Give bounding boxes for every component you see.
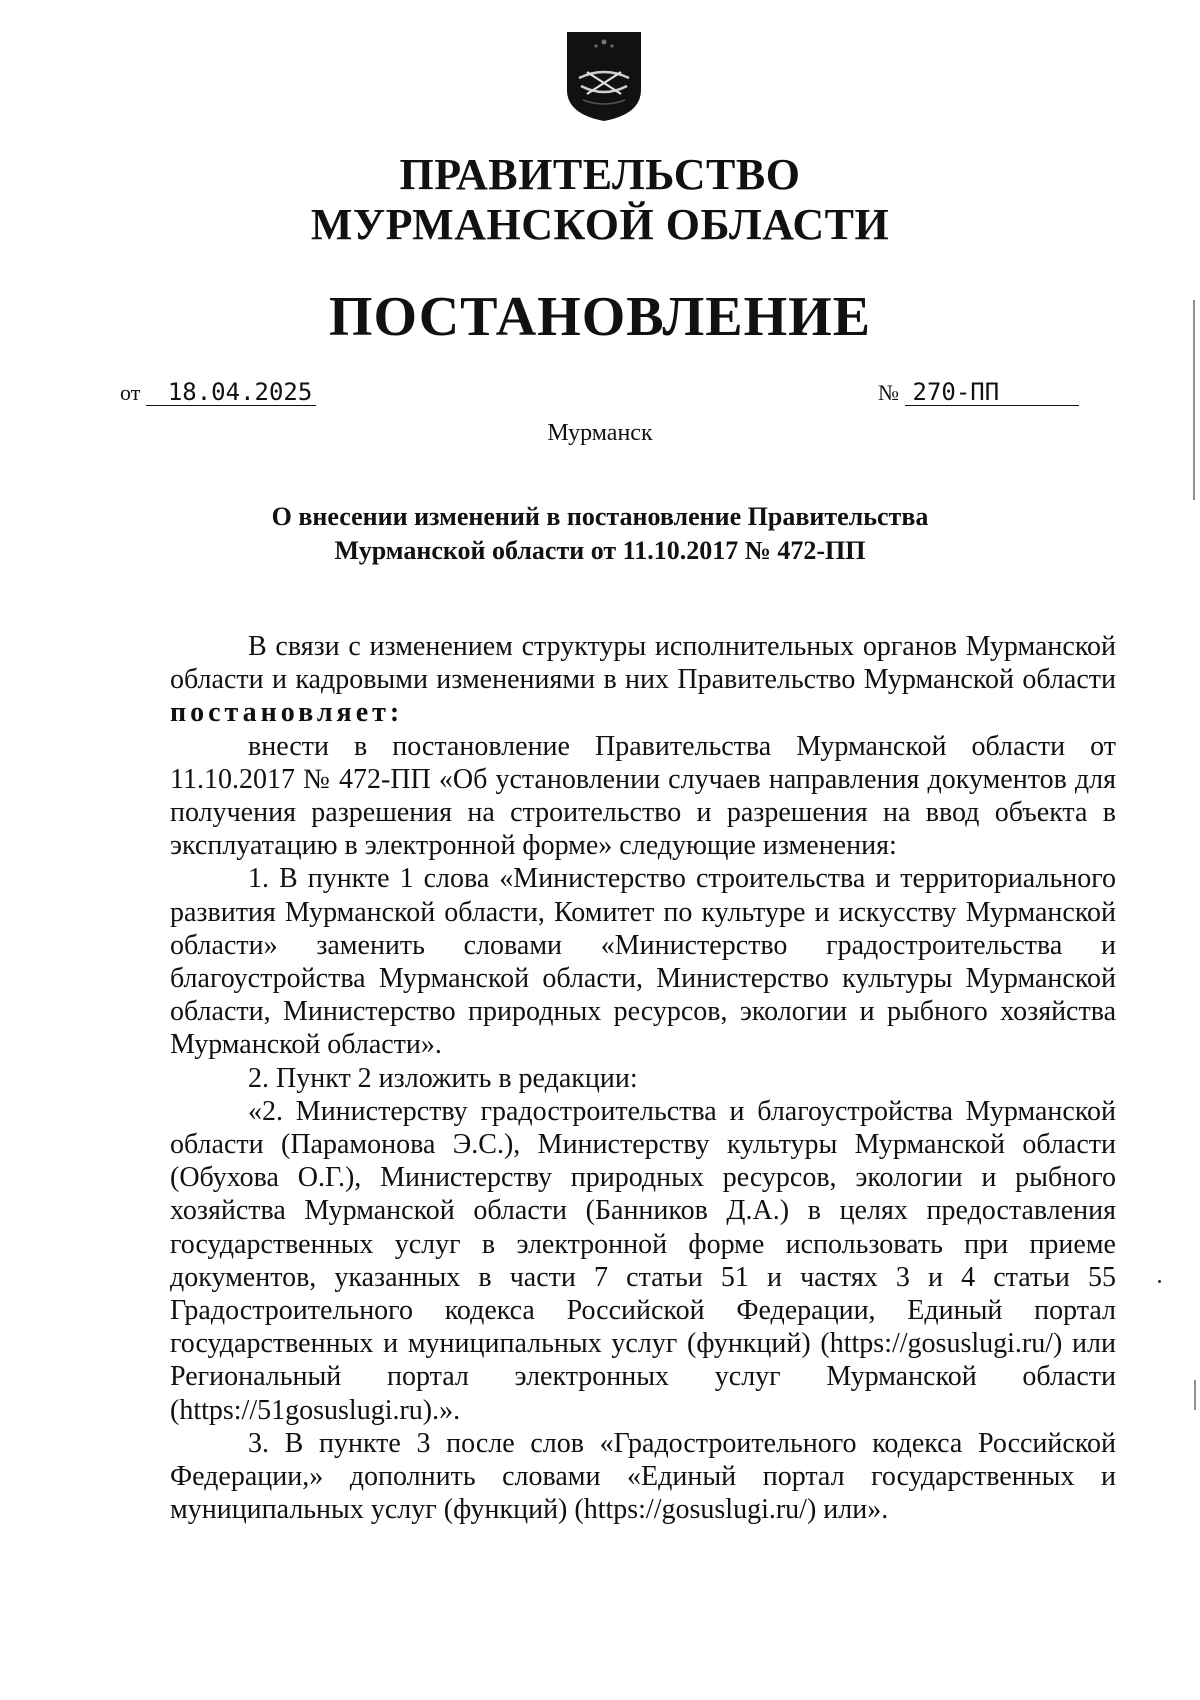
document-body xyxy=(170,630,1116,1526)
scan-speck xyxy=(1158,1280,1161,1283)
subject-line1: О внесении изменений в постановление Правительства xyxy=(271,502,929,531)
body-paragraph-preamble xyxy=(170,630,1116,730)
body-paragraph-item1: 1. В пункте 1 слова «Министерство строительства и территориального развития Мурманской области, Комитет по культуре и искусству Мурманской области» заменить словами «Министерство градостроительства и благоустройства Мурманской области, Министерство культуры Мурманской области, Министерство природных ресурсов, экологии и рыбного хозяйства Мурманской области». xyxy=(170,863,1116,1061)
date-prefix: от xyxy=(120,380,141,405)
document-subject xyxy=(200,500,1000,568)
scan-edge-mark xyxy=(1193,300,1195,500)
city-name: Мурманск xyxy=(547,420,653,446)
resolves-keyword: постановляет: xyxy=(170,697,404,729)
body-paragraph-item3: 3. В пункте 3 после слов «Градостроительного кодекса Российской Федерации,» дополнить словами «Единый портал государственных и муниципальных услуг (функций) (https://gosuslugi.ru/) или». xyxy=(170,1427,1116,1526)
scan-edge-mark xyxy=(1194,1380,1196,1410)
document-type-title: ПОСТАНОВЛЕНИЕ xyxy=(328,286,872,348)
document-number: 270-ПП xyxy=(905,379,1080,406)
body-paragraph-amend: внести в постановление Правительства Мурманской области от 11.10.2017 № 472-ПП «Об установлении случаев направления документов для получения разрешения на строительство и разрешения на ввод объекта в эксплуатацию в электронной форме» следующие изменения: xyxy=(170,730,1116,862)
number-field xyxy=(878,378,1079,408)
date-field xyxy=(120,378,316,408)
body-paragraph-item2-text: «2. Министерству градостроительства и благоустройства Мурманской области (Парамонова Э.С.), Министерству культуры Мурманской области (Обухова О.Г.), Министерству природных ресурсов, экологии и рыбного хозяйства Мурманской области (Банников Д.А.) в целях предоставления государственных услуг в электронной форме использовать при приеме документов, указанных в части 7 статьи 51 и частях 3 и 4 статьи 55 Градостроительного кодекса Российской Федерации, Единый портал государственных и муниципальных услуг (функций) (https://gosuslugi.ru/) или Региональный портал электронных услуг Мурманской области (https://51gosuslugi.ru).». xyxy=(170,1095,1116,1426)
subject-line2: Мурманской области от 11.10.2017 № 472-ПП xyxy=(334,536,866,565)
preamble-text: В связи с изменением структуры исполнительных органов Мурманской области и кадровыми изменениями в них Правительство Мурманской области xyxy=(170,631,1116,696)
number-prefix: № xyxy=(878,380,899,405)
coat-of-arms-icon xyxy=(563,28,645,124)
government-name-line2: МУРМАНСКОЙ ОБЛАСТИ xyxy=(310,200,890,249)
government-name-line1: ПРАВИТЕЛЬСТВО xyxy=(399,150,801,199)
document-date: 18.04.2025 xyxy=(146,379,317,406)
body-paragraph-item2: 2. Пункт 2 изложить в редакции: xyxy=(248,1062,638,1094)
